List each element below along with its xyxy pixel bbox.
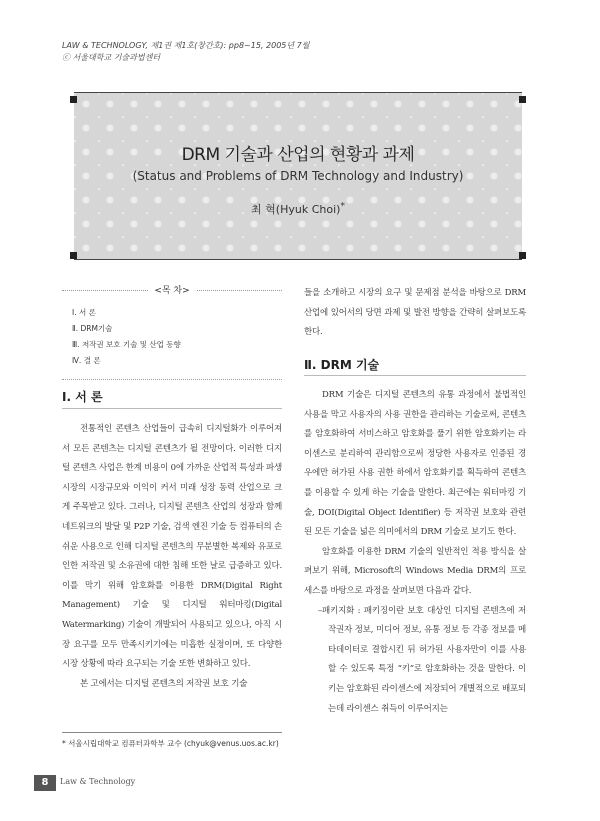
page-footer [0,775,600,791]
banner-border-top [74,92,522,93]
paper-title-english: (Status and Problems of DRM Technology and Industry) [132,169,464,183]
section-title-intro: Ⅰ. 서 론 [62,390,103,404]
paragraph: 본 고에서는 디지털 콘텐츠의 저작권 보호 기술 [80,678,248,689]
toc-heading: <목 차> [148,286,195,296]
bullet-item: –패키지화 : 패키징이란 보호 대상인 디지털 콘텐츠에 저작권자 정보, 미디어 정보, 유통 정보 등 각종 정보를 메타데이터로 결합시킨 뒤 허가된 사용자만이 이를 사용할 수 있도록 특정 “키”로 암호화하는 것을 말한다. 이 키는 암호화된 라이센스에 저장되어 개별적으로 배포되는데 라이센스 취득이 이루어지는 [318,605,526,714]
paragraph: 들을 소개하고 시장의 요구 및 문제점 분석을 바탕으로 DRM 산업에 있어서의 당면 과제 및 발전 방향을 간략히 살펴보도록 한다. [304,288,526,338]
author-name: 최 혁(Hyuk Choi) [251,203,341,216]
toc-item: Ⅲ. 저작권 보호 기술 및 산업 동향 [72,340,181,349]
section-title-drm: Ⅱ. DRM 기술 [304,358,380,372]
section-rule [62,408,282,409]
journal-citation: LAW & TECHNOLOGY, 제1권 제1호(창간호): pp8~15, 2005년 7월 [62,41,310,50]
banner-corner-tl [70,96,77,103]
footnote: * 서울시립대학교 컴퓨터과학부 교수 (chyuk@venus.uos.ac.kr) [62,739,279,748]
paragraph: 전통적인 콘텐츠 산업들이 급속히 디지털화가 이루어져서 모든 콘텐츠는 디지털 콘텐츠가 될 전망이다. 이러한 디지털 콘텐츠 사업은 한계 비용이 0에 가까운 산업적 특성과 파생 시장의 시장규모와 이익이 커서 미래 성장 동력 산업으로 크게 주목받고 있다. 그러나, 디지털 콘텐츠 산업의 성장과 함께 네트워크의 발달 및 P2P 기술, 검색 엔진 기술 등 컴퓨터의 손쉬운 사용으로 인해 디지털 콘텐츠의 무분별한 복제와 유포로 인한 저작권 및 소유권에 대한 침해 또한 날로 급증하고 있다. 이를 막기 위해 암호화를 이용한 DRM(Digital Right Management) 기술 및 디지털 워터마킹(Digital Watermarking) 기술이 개발되어 사용되고 있으나, 아직 시장 요구를 모두 만족시키기에는 미흡한 실정이며, 또 다양한 시장 상황에 따라 요구되는 기술 또한 변화하고 있다. [62,424,283,670]
paper-title-korean: DRM 기술과 산업의 현황과 과제 [181,145,415,165]
banner-corner-tr [519,96,526,103]
journal-copyright: ⓒ 서울대학교 기술과법센터 [62,53,161,62]
footer-journal-name: Law & Technology [60,777,136,786]
toc-item: Ⅳ. 결 론 [72,356,101,365]
author-mark: * [340,201,345,212]
author [74,201,522,217]
banner-corner-bl [70,252,77,259]
right-column-top [304,284,526,343]
paragraph: 암호화를 이용한 DRM 기술의 일반적인 적용 방식을 살펴보기 위해, Microsoft의 Windows Media DRM의 프로세스를 바탕으로 과정을 살펴보면 다음과 같다. [304,546,526,596]
table-of-contents [62,286,282,380]
toc-item: Ⅰ. 서 론 [72,308,96,317]
paragraph: DRM 기술은 디지털 콘텐츠의 유통 과정에서 불법적인 사용을 막고 사용자의 사용 권한을 관리하는 기술로써, 콘텐츠를 암호화하여 서비스하고 암호화를 풀기 위한 암호화키는 라이센스로 분리하여 관리함으로써 정당한 사용자로 인증된 경우에만 허가된 사용 권한 하에서 암호화키를 획득하여 콘텐츠를 이용할 수 있게 하는 기술을 말한다. 최근에는 워터마킹 기술, DOI(Digital Object Identifier) 등 저작권 보호와 관련된 모든 기술을 넓은 의미에서의 DRM 기술로 보기도 한다. [304,390,526,538]
left-column [62,420,282,694]
banner-border-bottom [74,259,522,260]
page-number: 8 [34,775,56,791]
journal-info [62,40,309,64]
section-rule [304,375,526,376]
toc-item: Ⅱ. DRM기술 [72,324,113,333]
footnote-rule [62,732,282,733]
right-column [304,386,526,719]
banner-corner-br [519,252,526,259]
title-block [74,140,522,217]
